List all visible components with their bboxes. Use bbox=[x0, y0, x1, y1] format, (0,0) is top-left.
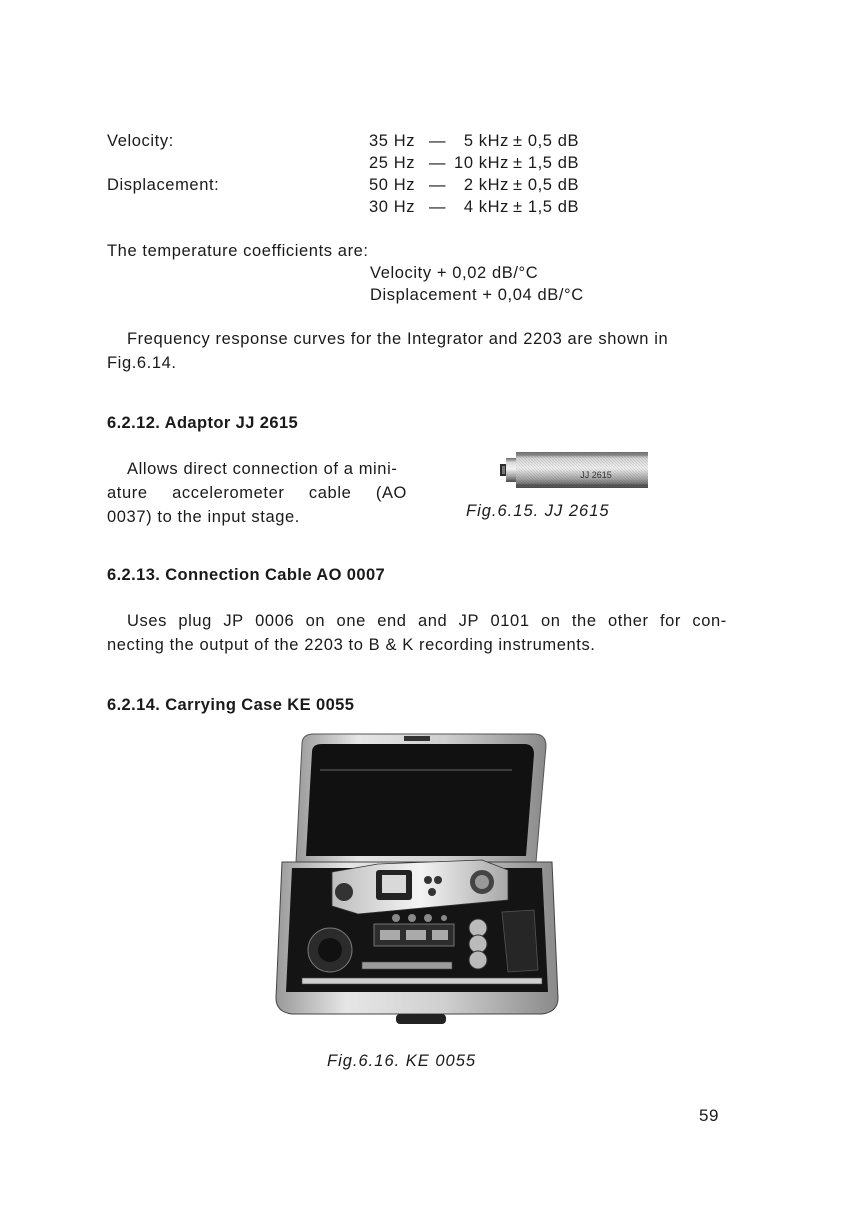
word: on bbox=[305, 612, 326, 630]
frequency-paragraph bbox=[107, 328, 727, 376]
word: cable bbox=[308, 484, 352, 502]
word: plug bbox=[178, 612, 212, 630]
section-heading-cable: 6.2.13. Connection Cable AO 0007 bbox=[107, 566, 386, 584]
word: accelerometer bbox=[172, 484, 285, 502]
paragraph-line: Frequency response curves for the Integrator and 2203 are shown in bbox=[127, 330, 669, 348]
temperature-intro: The temperature coefficients are: bbox=[107, 242, 369, 260]
temperature-velocity: Velocity + 0,02 dB/°C bbox=[370, 264, 539, 282]
spec-tolerance: ± 1,5 dB bbox=[513, 154, 580, 172]
carrying-case-photo bbox=[272, 730, 562, 1030]
word: 0006 bbox=[255, 612, 295, 630]
spec-dash: — bbox=[429, 198, 447, 216]
adaptor-photo-label: JJ 2615 bbox=[580, 470, 612, 480]
figure-caption-jj2615: Fig.6.15. JJ 2615 bbox=[466, 502, 610, 520]
cable-paragraph bbox=[107, 610, 727, 658]
spec-tolerance: ± 0,5 dB bbox=[513, 176, 580, 194]
word: Uses bbox=[127, 612, 167, 630]
spec-table bbox=[107, 130, 727, 220]
figure-caption-ke0055: Fig.6.16. KE 0055 bbox=[327, 1052, 477, 1070]
section-heading-adaptor: 6.2.12. Adaptor JJ 2615 bbox=[107, 414, 299, 432]
word: 0101 bbox=[490, 612, 530, 630]
spec-dash: — bbox=[429, 154, 447, 172]
word: on bbox=[540, 612, 561, 630]
adaptor-paragraph bbox=[107, 458, 407, 528]
word: and bbox=[417, 612, 448, 630]
spec-row bbox=[107, 152, 727, 174]
word: other bbox=[607, 612, 649, 630]
spec-low-freq: 25 Hz bbox=[369, 154, 416, 172]
spec-label: Velocity: bbox=[107, 132, 174, 150]
spec-label: Displacement: bbox=[107, 176, 220, 194]
word: ature bbox=[107, 484, 148, 502]
adaptor-photo bbox=[500, 446, 650, 498]
word: one bbox=[336, 612, 366, 630]
word: end bbox=[377, 612, 407, 630]
word: con- bbox=[692, 612, 727, 630]
spec-dash: — bbox=[429, 176, 447, 194]
spec-tolerance: ± 1,5 dB bbox=[513, 198, 580, 216]
spec-high-freq: 5 kHz bbox=[463, 132, 509, 150]
paragraph-line: Allows direct connection of a mini- bbox=[127, 460, 398, 478]
spec-row bbox=[107, 196, 727, 218]
spec-low-freq: 30 Hz bbox=[369, 198, 416, 216]
paragraph-line bbox=[127, 610, 727, 632]
spec-high-freq: 4 kHz bbox=[463, 198, 509, 216]
word: the bbox=[571, 612, 597, 630]
paragraph-line: 0037) to the input stage. bbox=[107, 508, 300, 526]
paragraph-line: Fig.6.14. bbox=[107, 354, 177, 372]
word: JP bbox=[458, 612, 480, 630]
temperature-displacement: Displacement + 0,04 dB/°C bbox=[370, 286, 584, 304]
paragraph-line: necting the output of the 2203 to B & K recording instruments. bbox=[107, 636, 596, 654]
page-number: 59 bbox=[699, 1106, 720, 1125]
spec-high-freq: 2 kHz bbox=[463, 176, 509, 194]
spec-high-freq: 10 kHz bbox=[454, 154, 509, 172]
section-heading-case: 6.2.14. Carrying Case KE 0055 bbox=[107, 696, 355, 714]
word: JP bbox=[223, 612, 244, 630]
spec-row bbox=[107, 130, 727, 152]
word: (AO bbox=[375, 484, 407, 502]
spec-dash: — bbox=[429, 132, 447, 150]
spec-row bbox=[107, 174, 727, 196]
spec-low-freq: 50 Hz bbox=[369, 176, 416, 194]
spec-low-freq: 35 Hz bbox=[369, 132, 416, 150]
spec-tolerance: ± 0,5 dB bbox=[513, 132, 580, 150]
word: for bbox=[659, 612, 682, 630]
paragraph-line bbox=[107, 482, 407, 504]
